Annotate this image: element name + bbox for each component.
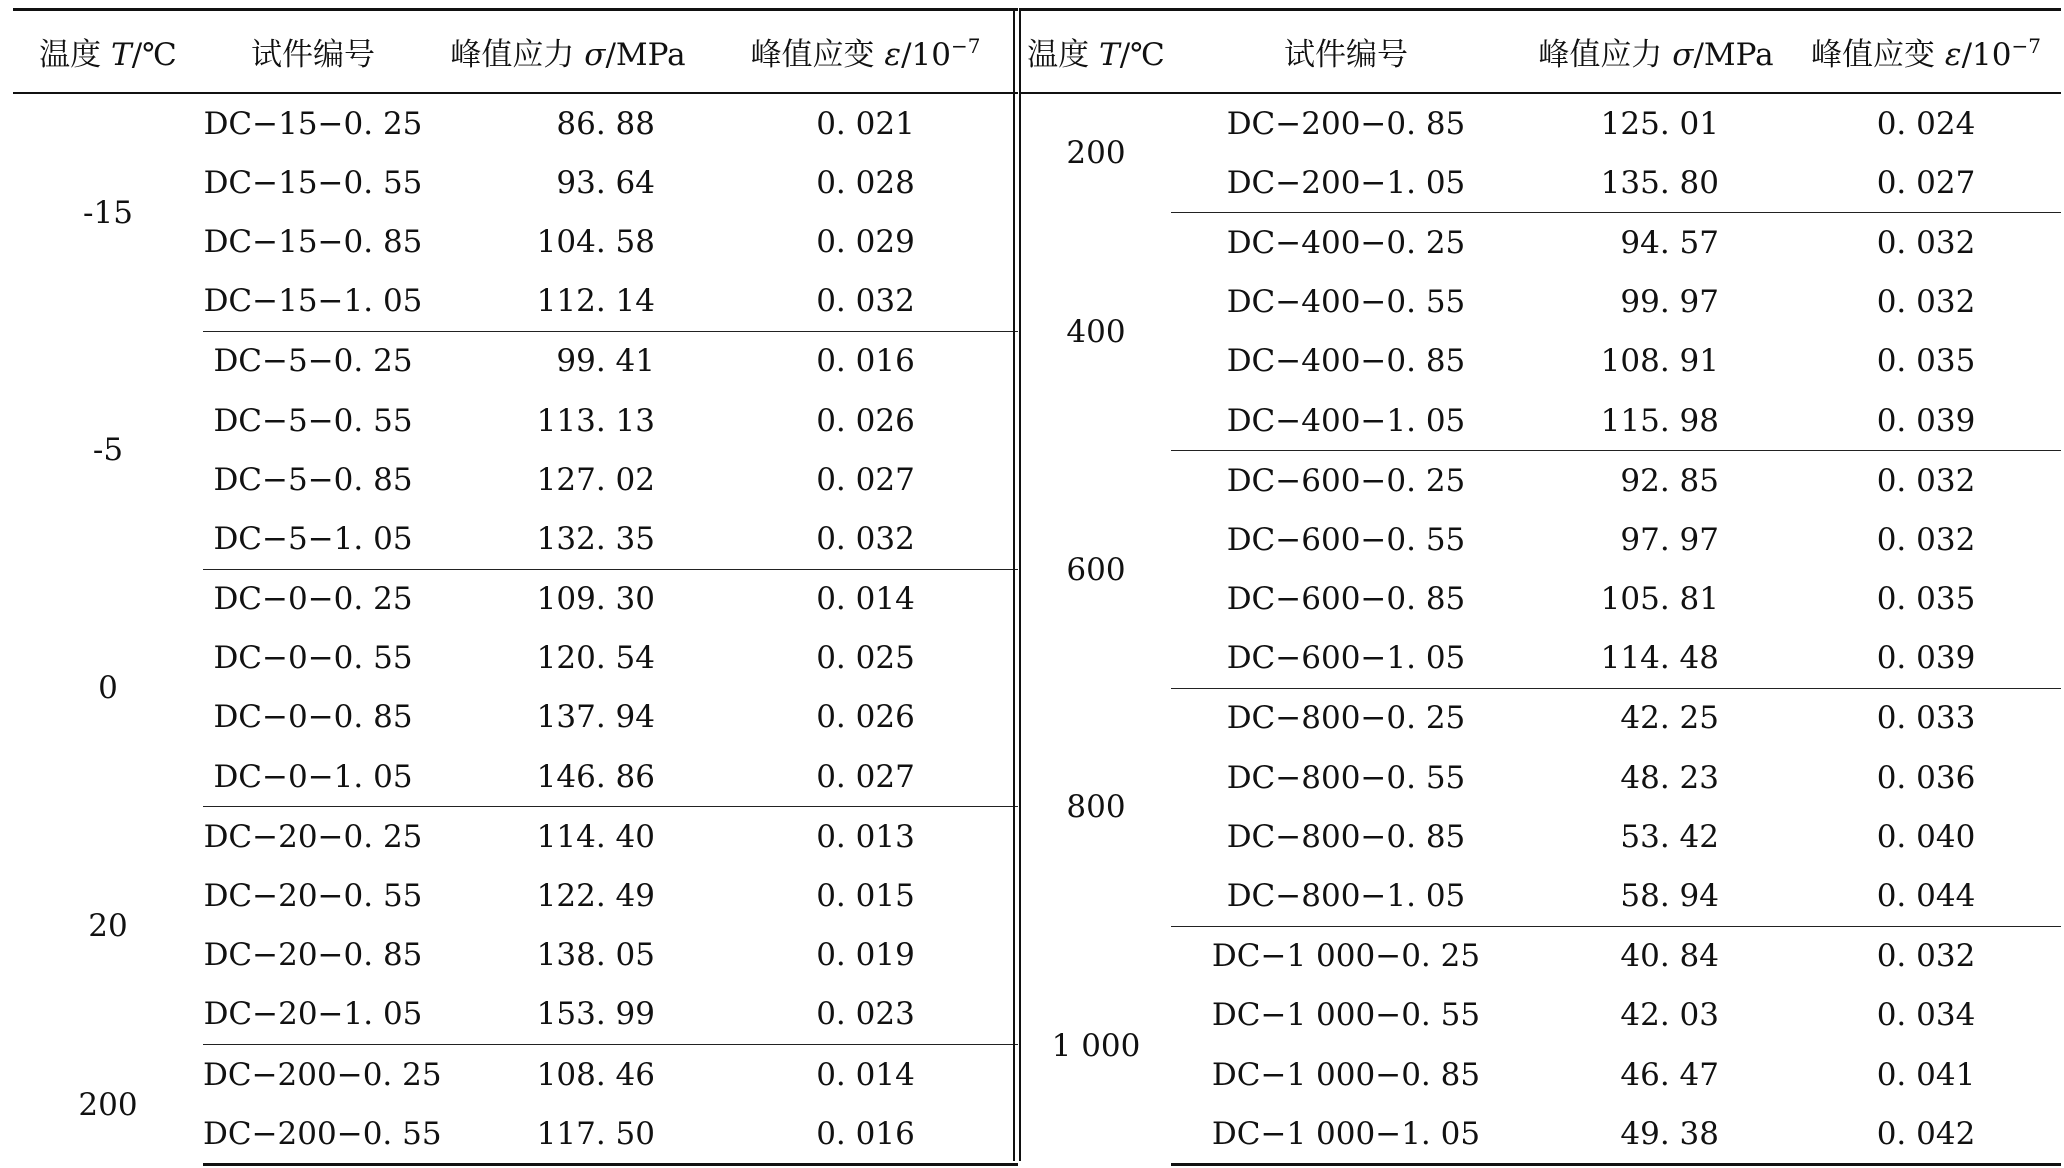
- header-specimen-id: 试件编号: [1171, 10, 1521, 94]
- specimen-id-cell: DC−400−0. 25: [1226, 224, 1466, 261]
- specimen-id-cell: DC−800−0. 85: [1226, 818, 1466, 855]
- right-table-body: [1021, 93, 2061, 1165]
- peak-strain-cell: 0. 039: [1791, 391, 2061, 451]
- left-table-half: [13, 8, 1018, 1166]
- specimen-id-cell: DC−800−0. 55: [1226, 759, 1466, 796]
- peak-strain-cell: 0. 029: [816, 223, 915, 260]
- header-peak-stress: 峰值应力 σ/MPa: [1521, 10, 1791, 94]
- table-row: [1021, 986, 2061, 1045]
- peak-stress-cell: 42. 25: [1620, 700, 1719, 737]
- peak-strain-cell: 0. 035: [1876, 343, 1976, 380]
- table-row: [1021, 510, 2061, 569]
- specimen-id-cell: DC−5−0. 85: [213, 461, 413, 498]
- temperature-cell: 800: [1066, 789, 1126, 826]
- peak-strain-cell: 0. 032: [1876, 284, 1976, 321]
- peak-stress-cell: 146. 86: [423, 747, 713, 807]
- peak-stress-cell: 48. 23: [1620, 759, 1719, 796]
- peak-stress-cell: 127. 02: [536, 461, 655, 498]
- temperature-cell: 20: [88, 907, 128, 944]
- table-row: [1021, 153, 2061, 213]
- specimen-id-cell: DC−0−0. 25: [213, 581, 413, 618]
- table-row: [1021, 391, 2061, 451]
- peak-stress-cell: 135. 80: [1521, 153, 1791, 213]
- specimen-id-cell: DC−600−0. 25: [1226, 462, 1466, 499]
- table-row: [1021, 629, 2061, 689]
- peak-stress-cell: 97. 97: [1620, 521, 1719, 558]
- table-row: [13, 93, 1018, 153]
- table-row: [1021, 273, 2061, 332]
- peak-strain-cell: 0. 026: [816, 402, 915, 439]
- specimen-id-cell: DC−200−1. 05: [1171, 153, 1521, 213]
- table-row: [13, 807, 1018, 867]
- right-table: [1021, 8, 2061, 1166]
- peak-stress-cell: 40. 84: [1620, 938, 1719, 975]
- peak-stress-cell: 99. 41: [556, 343, 655, 380]
- header-peak-strain: 峰值应变 $\varepsilon/10^{-7}$: [713, 10, 1018, 94]
- specimen-id-cell: DC−600−0. 85: [1226, 581, 1466, 618]
- peak-stress-cell: 104. 58: [536, 223, 655, 260]
- table-row: [1021, 213, 2061, 273]
- header-peak-strain: 峰值应变 $\varepsilon/10^{-7}$: [1791, 10, 2061, 94]
- specimen-id-cell: DC−5−0. 25: [213, 343, 413, 380]
- left-table-body: [13, 93, 1018, 1165]
- peak-strain-cell: 0. 039: [1791, 629, 2061, 689]
- peak-strain-cell: 0. 035: [1876, 581, 1976, 618]
- temperature-cell: 400: [1066, 313, 1126, 350]
- table-row: [1021, 688, 2061, 748]
- specimen-id-cell: DC−20−0. 85: [203, 937, 423, 974]
- peak-strain-cell: 0. 016: [713, 1104, 1018, 1165]
- peak-strain-cell: 0. 025: [816, 640, 915, 677]
- table-row: [1021, 866, 2061, 926]
- double-column-divider: [1013, 8, 1021, 1161]
- peak-strain-cell: 0. 013: [816, 818, 915, 855]
- peak-strain-cell: 0. 032: [1876, 938, 1976, 975]
- peak-strain-cell: 0. 032: [713, 272, 1018, 332]
- peak-strain-cell: 0. 032: [1876, 224, 1976, 261]
- specimen-id-cell: DC−0−0. 85: [213, 699, 413, 736]
- peak-strain-cell: 0. 034: [1876, 997, 1976, 1034]
- specimen-id-cell: DC−5−0. 55: [213, 402, 413, 439]
- left-table: [13, 8, 1018, 1166]
- table-row: [1021, 926, 2061, 986]
- peak-strain-cell: 0. 027: [713, 747, 1018, 807]
- peak-strain-cell: 0. 015: [816, 878, 915, 915]
- specimen-id-cell: DC−20−0. 55: [203, 878, 423, 915]
- specimen-id-cell: DC−15−1. 05: [203, 272, 423, 332]
- peak-stress-cell: 113. 13: [536, 402, 655, 439]
- specimen-id-cell: DC−400−0. 85: [1226, 343, 1466, 380]
- table-row: [1021, 807, 2061, 866]
- right-table-half: [1021, 8, 2061, 1166]
- peak-stress-cell: 138. 05: [536, 937, 655, 974]
- peak-stress-cell: 46. 47: [1620, 1056, 1719, 1093]
- peak-stress-cell: 137. 94: [536, 699, 655, 736]
- specimen-id-cell: DC−20−0. 25: [203, 818, 423, 855]
- peak-stress-cell: 58. 94: [1521, 866, 1791, 926]
- specimen-id-cell: DC−1 000−0. 25: [1211, 938, 1481, 975]
- peak-stress-cell: 108. 91: [1600, 343, 1719, 380]
- peak-stress-cell: 105. 81: [1600, 581, 1719, 618]
- peak-stress-cell: 122. 49: [536, 878, 655, 915]
- peak-stress-cell: 114. 48: [1521, 629, 1791, 689]
- peak-stress-cell: 115. 98: [1521, 391, 1791, 451]
- specimen-id-cell: DC−20−1. 05: [203, 985, 423, 1045]
- specimen-id-cell: DC−5−1. 05: [203, 509, 423, 569]
- table-row: [1021, 451, 2061, 511]
- specimen-id-cell: DC−0−1. 05: [203, 747, 423, 807]
- peak-stress-cell: 92. 85: [1620, 462, 1719, 499]
- peak-strain-cell: 0. 019: [816, 937, 915, 974]
- peak-stress-cell: 49. 38: [1521, 1104, 1791, 1165]
- specimen-id-cell: DC−800−1. 05: [1171, 866, 1521, 926]
- peak-stress-cell: 99. 97: [1620, 284, 1719, 321]
- peak-stress-cell: 53. 42: [1620, 818, 1719, 855]
- specimen-id-cell: DC−15−0. 85: [203, 223, 423, 260]
- specimen-id-cell: DC−0−0. 55: [213, 640, 413, 677]
- peak-strain-cell: 0. 033: [1876, 700, 1976, 737]
- table-row: [13, 1045, 1018, 1105]
- peak-stress-cell: 42. 03: [1620, 997, 1719, 1034]
- temperature-cell: -15: [83, 194, 133, 231]
- specimen-id-cell: DC−400−0. 55: [1226, 284, 1466, 321]
- specimen-id-cell: DC−200−0. 85: [1226, 105, 1466, 142]
- peak-strain-cell: 0. 032: [1876, 462, 1976, 499]
- table-row: [1021, 1045, 2061, 1104]
- peak-strain-cell: 0. 044: [1791, 866, 2061, 926]
- specimen-id-cell: DC−200−0. 25: [203, 1056, 442, 1093]
- header-peak-stress: 峰值应力 σ/MPa: [423, 10, 713, 94]
- peak-stress-cell: 153. 99: [423, 985, 713, 1045]
- peak-strain-cell: 0. 016: [816, 343, 915, 380]
- temperature-cell: 0: [98, 669, 118, 706]
- right-header-row: [1021, 10, 2061, 94]
- specimen-id-cell: DC−200−0. 55: [203, 1104, 423, 1165]
- peak-strain-cell: 0. 023: [713, 985, 1018, 1045]
- temperature-cell: 200: [78, 1086, 138, 1123]
- peak-stress-cell: 120. 54: [536, 640, 655, 677]
- left-header-row: [13, 10, 1018, 94]
- table-row: [1021, 570, 2061, 629]
- peak-strain-cell: 0. 014: [816, 581, 915, 618]
- peak-strain-cell: 0. 032: [1876, 521, 1976, 558]
- temperature-cell: 600: [1066, 551, 1126, 588]
- specimen-id-cell: DC−600−0. 55: [1226, 521, 1466, 558]
- peak-strain-cell: 0. 027: [816, 461, 915, 498]
- specimen-id-cell: DC−15−0. 55: [203, 164, 423, 201]
- peak-strain-cell: 0. 036: [1876, 759, 1976, 796]
- temperature-cell: -5: [92, 432, 124, 469]
- table-row: [13, 331, 1018, 391]
- specimen-id-cell: DC−15−0. 25: [203, 105, 423, 142]
- peak-strain-cell: 0. 032: [713, 509, 1018, 569]
- peak-strain-cell: 0. 014: [816, 1056, 915, 1093]
- peak-strain-cell: 0. 021: [816, 105, 915, 142]
- peak-strain-cell: 0. 042: [1791, 1104, 2061, 1165]
- specimen-id-cell: DC−400−1. 05: [1171, 391, 1521, 451]
- header-temperature: 温度 T/℃: [13, 10, 203, 94]
- table-row: [1021, 1104, 2061, 1165]
- specimen-id-cell: DC−800−0. 25: [1226, 700, 1466, 737]
- peak-stress-cell: 109. 30: [536, 581, 655, 618]
- peak-strain-cell: 0. 028: [816, 164, 915, 201]
- peak-strain-cell: 0. 024: [1876, 105, 1976, 142]
- specimen-id-cell: DC−1 000−1. 05: [1171, 1104, 1521, 1165]
- table-row: [13, 569, 1018, 629]
- specimen-id-cell: DC−600−1. 05: [1171, 629, 1521, 689]
- peak-stress-cell: 93. 64: [556, 164, 655, 201]
- temperature-cell: 200: [1066, 135, 1126, 172]
- peak-strain-cell: 0. 027: [1791, 153, 2061, 213]
- header-specimen-id: 试件编号: [203, 10, 423, 94]
- peak-stress-cell: 86. 88: [556, 105, 655, 142]
- specimen-id-cell: DC−1 000−0. 55: [1211, 997, 1481, 1034]
- peak-stress-cell: 132. 35: [423, 509, 713, 569]
- peak-stress-cell: 125. 01: [1600, 105, 1719, 142]
- peak-stress-cell: 114. 40: [536, 818, 655, 855]
- temperature-cell: 1 000: [1051, 1027, 1141, 1064]
- peak-stress-cell: 108. 46: [536, 1056, 655, 1093]
- peak-stress-cell: 94. 57: [1620, 224, 1719, 261]
- table-row: [1021, 93, 2061, 153]
- table-row: [1021, 748, 2061, 807]
- peak-strain-cell: 0. 040: [1876, 818, 1976, 855]
- peak-strain-cell: 0. 041: [1876, 1056, 1976, 1093]
- specimen-id-cell: DC−1 000−0. 85: [1211, 1056, 1481, 1093]
- peak-stress-cell: 117. 50: [423, 1104, 713, 1165]
- table-row: [1021, 332, 2061, 391]
- peak-stress-cell: 112. 14: [423, 272, 713, 332]
- peak-strain-cell: 0. 026: [816, 699, 915, 736]
- header-temperature: 温度 T/℃: [1021, 10, 1171, 94]
